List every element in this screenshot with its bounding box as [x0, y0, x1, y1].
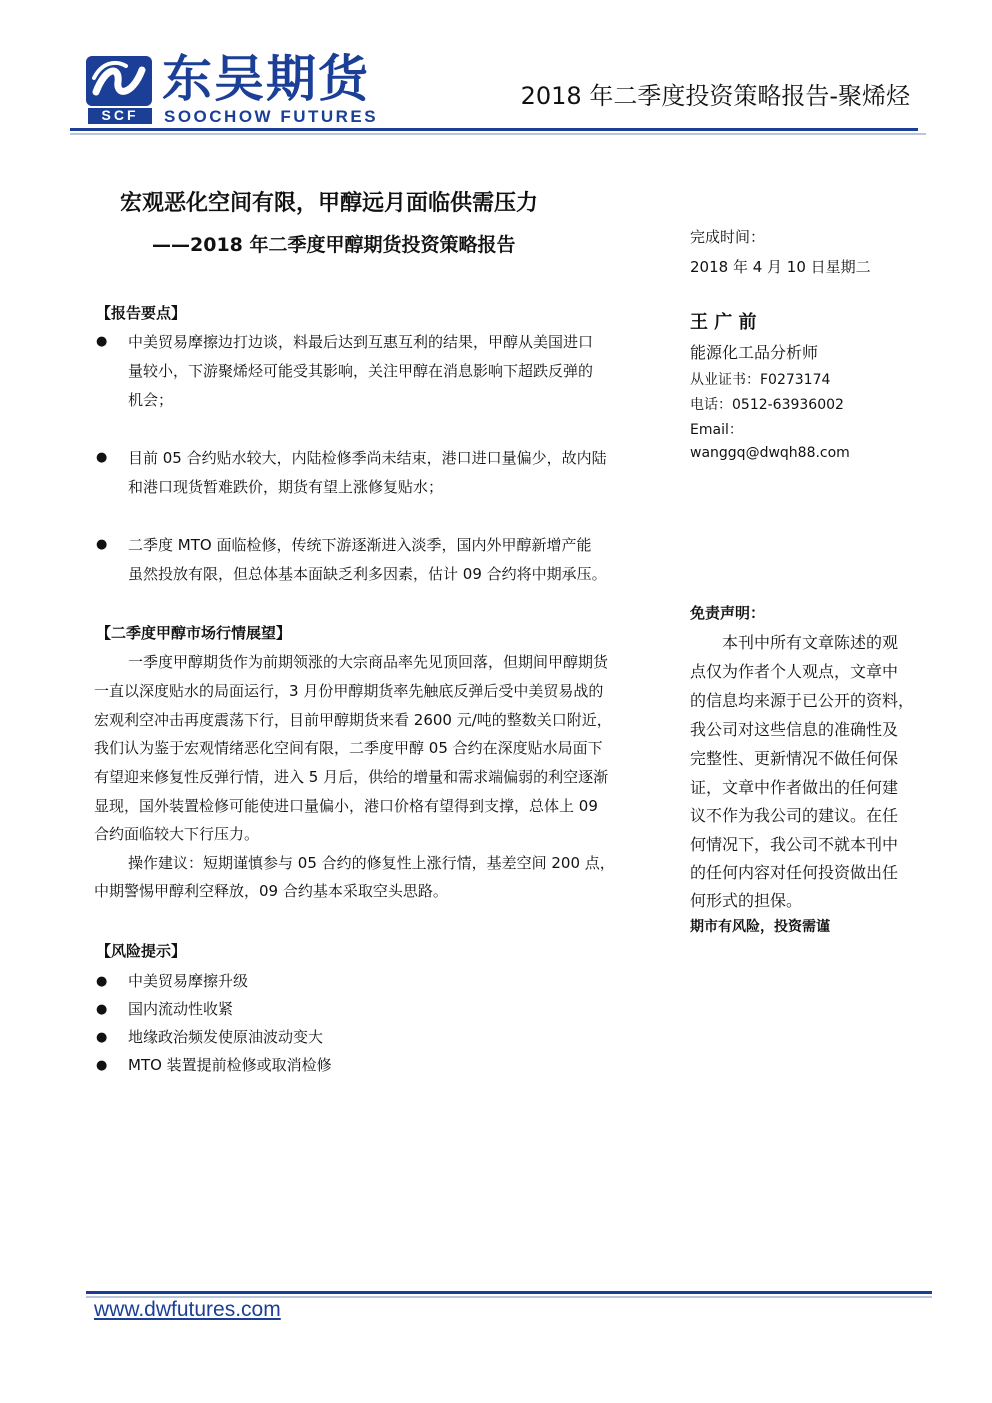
analyst-email: wanggq@dwqh88.com — [690, 445, 850, 461]
key-points-heading: 【报告要点】 — [96, 304, 187, 322]
report-subtitle: ——2018 年二季度甲醇期货投资策略报告 — [152, 234, 516, 256]
logo-abbr-badge — [88, 108, 152, 124]
key-point-line: 虽然投放有限，但总体基本面缺乏利多因素，估计 09 合约将中期承压。 — [128, 565, 607, 583]
header-divider — [70, 128, 918, 131]
bullet-icon: ● — [96, 974, 108, 989]
operation-advice-line: 操作建议：短期谨慎参与 05 合约的修复性上涨行情，基差空间 200 点， — [128, 854, 615, 872]
disclaimer-line: 何情况下，我公司不就本刊中 — [690, 835, 899, 854]
bullet-icon: ● — [96, 1058, 108, 1073]
disclaimer-line: 的信息均来源于已公开的资料， — [690, 691, 915, 710]
header-divider-shadow — [70, 133, 926, 135]
website-link[interactable]: www.dwfutures.com — [94, 1298, 281, 1321]
key-point-line: 量较小，下游聚烯烃可能受其影响，关注甲醇在消息影响下超跌反弹的 — [128, 362, 594, 380]
disclaimer-line: 何形式的担保。 — [690, 891, 803, 910]
logo-swirl-icon — [86, 56, 152, 106]
disclaimer-line: 点仅为作者个人观点，文章中 — [690, 662, 899, 681]
analyst-license: 从业证书：F0273174 — [690, 372, 831, 388]
key-point-line: 目前 05 合约贴水较大，内陆检修季尚未结束，港口进口量偏少，故内陆 — [128, 449, 607, 467]
footer-divider — [86, 1291, 932, 1294]
disclaimer-line: 议不作为我公司的建议。在任 — [690, 806, 899, 825]
bullet-icon: ● — [96, 334, 108, 349]
disclaimer-line: 证，文章中作者做出的任何建 — [690, 778, 899, 797]
bullet-icon: ● — [96, 1030, 108, 1045]
bullet-icon: ● — [96, 1002, 108, 1017]
key-point-line: 和港口现货暂难跌价，期货有望上涨修复贴水； — [128, 478, 444, 496]
risk-item: MTO 装置提前检修或取消检修 — [128, 1056, 332, 1074]
email-label: Email： — [690, 422, 743, 438]
outlook-line: 有望迎来修复性反弹行情，进入 5 月后，供给的增量和需求端偏弱的利空逐渐 — [94, 768, 609, 786]
disclaimer-heading: 免责声明： — [690, 604, 766, 622]
logo-abbr: SCF — [101, 107, 139, 123]
outlook-line: 一季度甲醇期货作为前期领涨的大宗商品率先见顶回落，但期间甲醇期货 — [128, 653, 609, 671]
disclaimer-line: 的任何内容对任何投资做出任 — [690, 863, 899, 882]
bullet-icon: ● — [96, 450, 108, 465]
outlook-line: 合约面临较大下行压力。 — [94, 825, 260, 843]
risk-item: 地缘政治频发使原油波动变大 — [128, 1028, 324, 1046]
key-point-line: 二季度 MTO 面临检修，传统下游逐渐进入淡季，国内外甲醇新增产能 — [128, 536, 592, 554]
outlook-heading: 【二季度甲醇市场行情展望】 — [96, 624, 292, 642]
analyst-phone: 电话：0512-63936002 — [690, 397, 844, 413]
bullet-icon: ● — [96, 537, 108, 552]
risk-item: 中美贸易摩擦升级 — [128, 972, 249, 990]
key-point-line: 中美贸易摩擦边打边谈，料最后达到互惠互利的结果，甲醇从美国进口 — [128, 333, 594, 351]
risks-heading: 【风险提示】 — [96, 942, 187, 960]
operation-advice-line: 中期警惕甲醇利空释放，09 合约基本采取空头思路。 — [94, 882, 448, 900]
key-point-line: 机会； — [128, 391, 174, 409]
completion-date: 2018 年 4 月 10 日星期二 — [690, 258, 871, 276]
logo-english-name: SOOCHOW FUTURES — [164, 107, 379, 126]
outlook-line: 显现，国外装置检修可能使进口量偏小，港口价格有望得到支撑，总体上 09 — [94, 797, 598, 815]
analyst-name: 王 广 前 — [690, 312, 757, 333]
analyst-title: 能源化工品分析师 — [690, 343, 819, 362]
outlook-line: 宏观利空冲击再度震荡下行，目前甲醇期货来看 2600 元/吨的整数关口附近， — [94, 711, 612, 729]
disclaimer-line: 我公司对这些信息的准确性及 — [690, 720, 899, 739]
header-report-title: 2018 年二季度投资策略报告-聚烯烃 — [520, 82, 910, 110]
company-logo — [86, 50, 406, 128]
risk-item: 国内流动性收紧 — [128, 1000, 234, 1018]
disclaimer-line: 完整性、更新情况不做任何保 — [690, 749, 899, 768]
outlook-line: 我们认为鉴于宏观情绪恶化空间有限，二季度甲醇 05 合约在深度贴水局面下 — [94, 739, 603, 757]
completion-date-label: 完成时间： — [690, 228, 766, 246]
disclaimer-line: 本刊中所有文章陈述的观 — [722, 633, 899, 652]
report-title: 宏观恶化空间有限，甲醇远月面临供需压力 — [120, 191, 539, 216]
risk-warning-note: 期市有风险，投资需谨 — [690, 919, 830, 935]
outlook-line: 一直以深度贴水的局面运行，3 月份甲醇期货率先触底反弹后受中美贸易战的 — [94, 682, 604, 700]
logo-chinese-name: 东吴期货 — [162, 50, 370, 108]
